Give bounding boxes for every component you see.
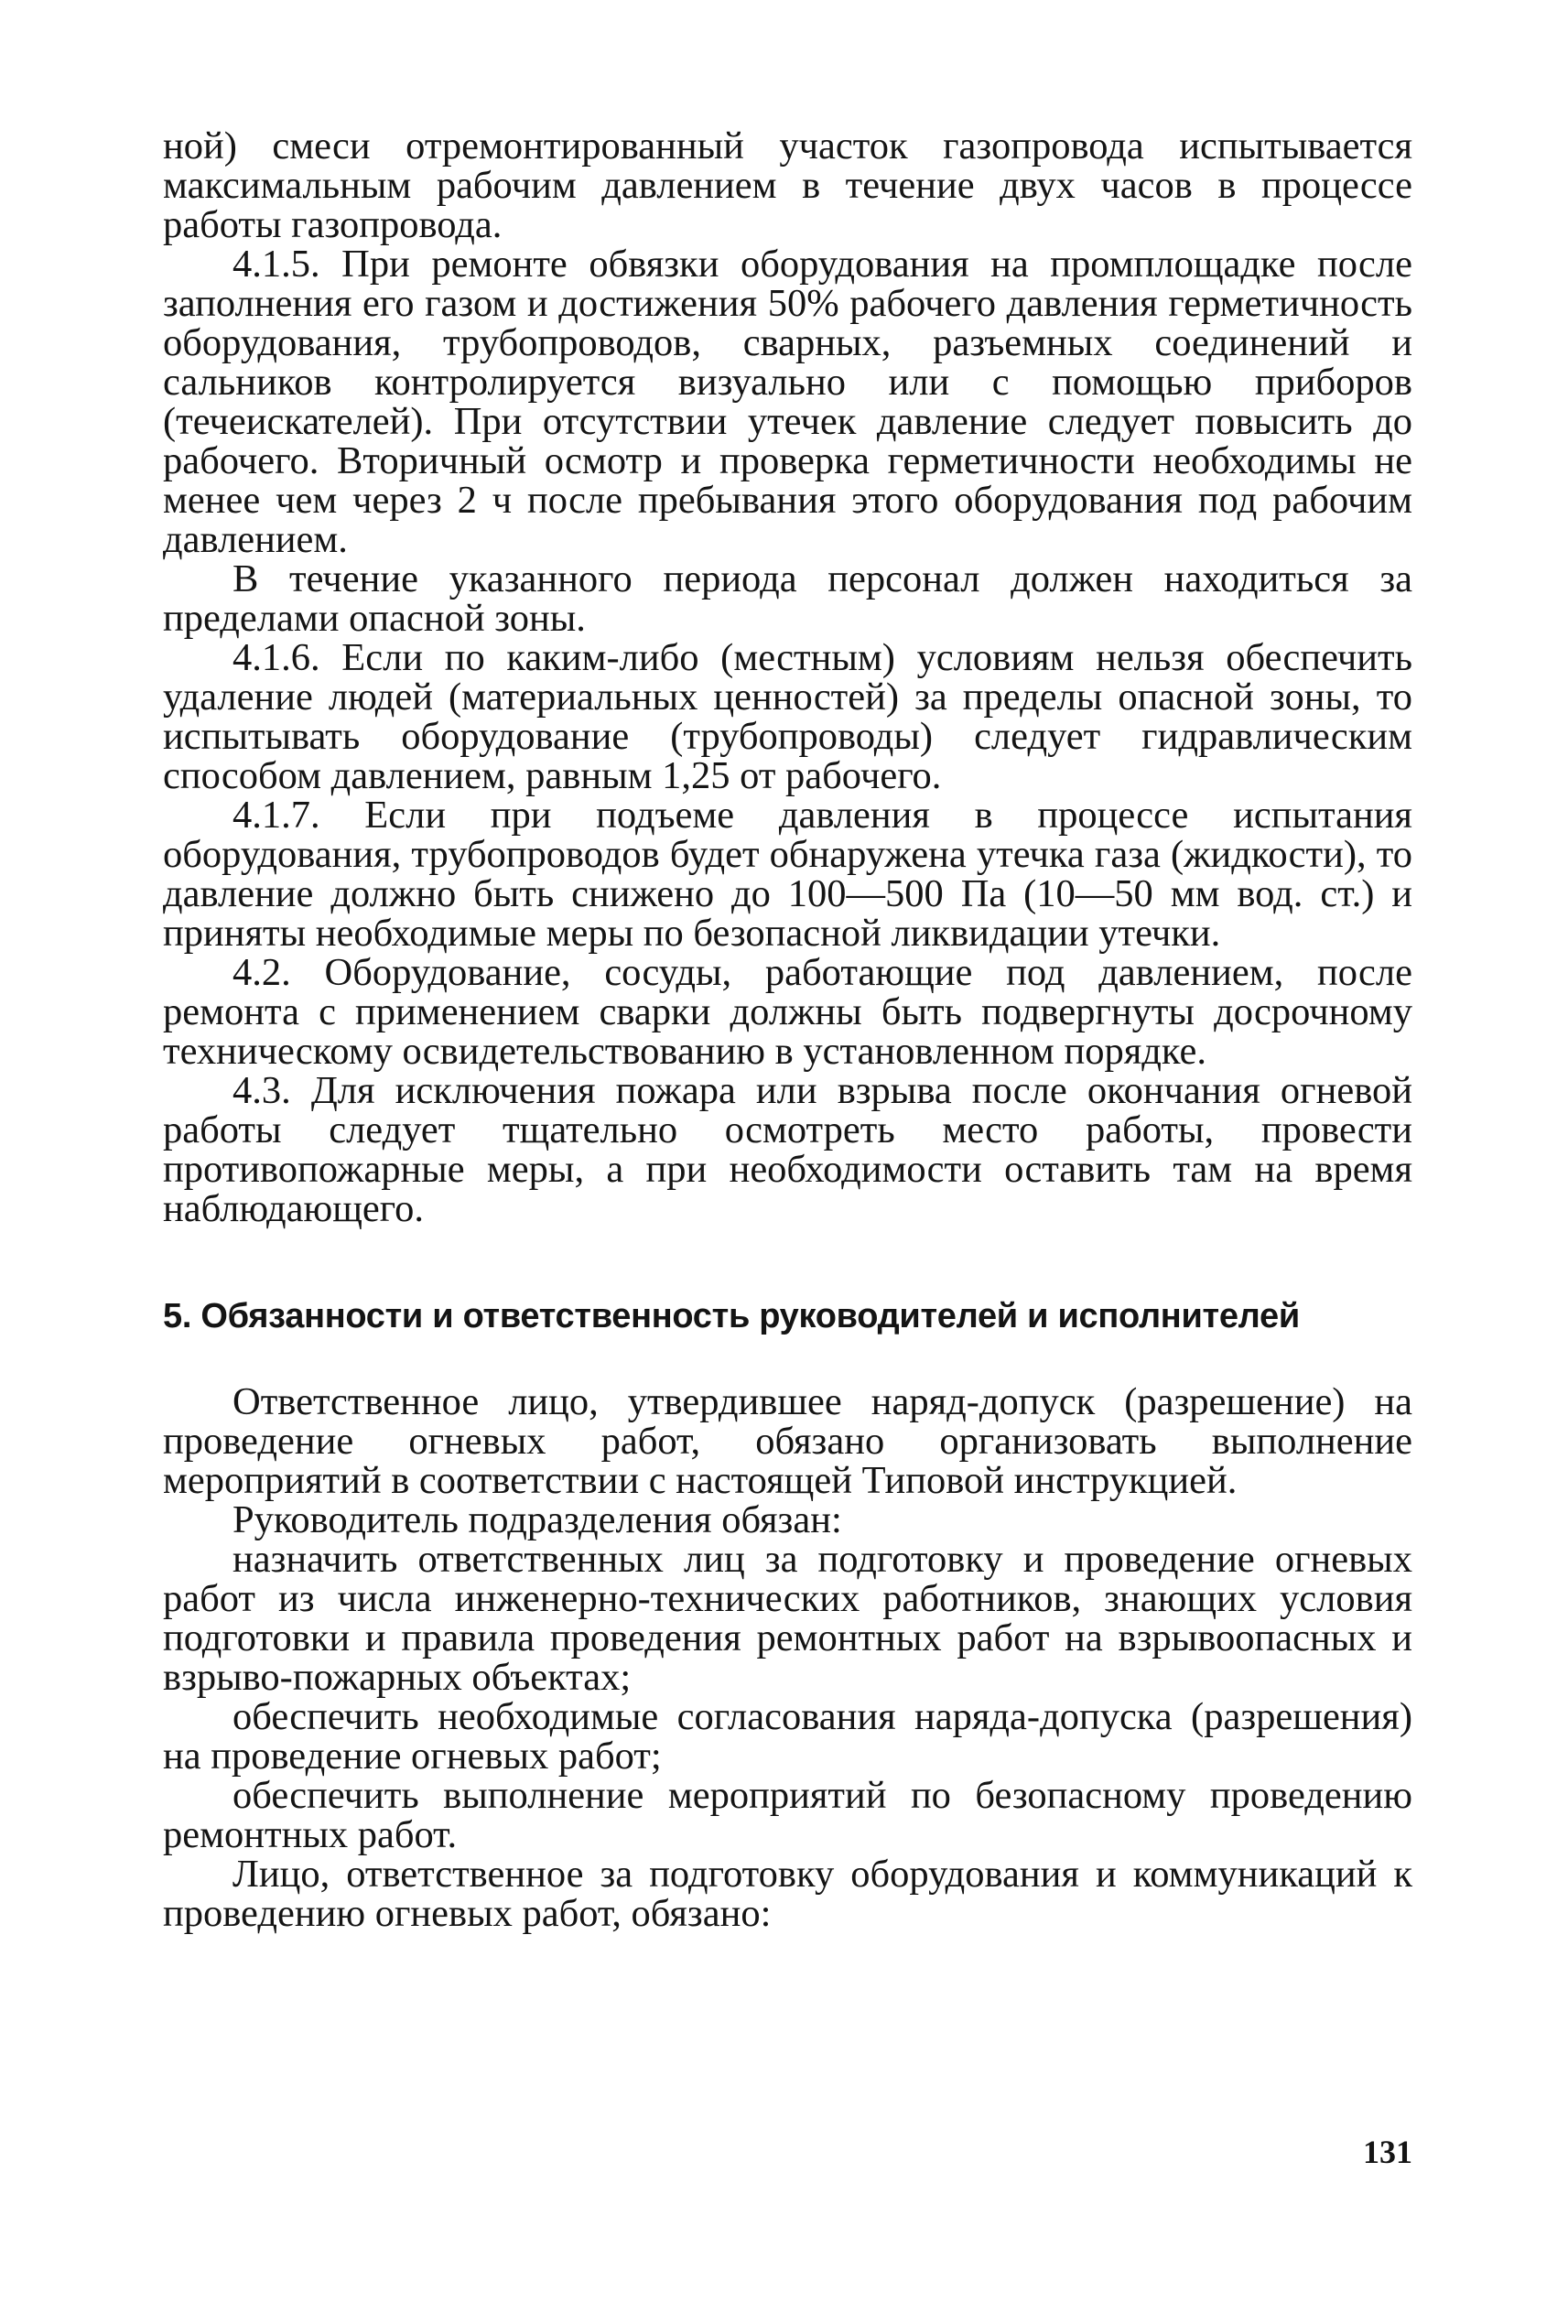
paragraph-preparation-person: Лицо, ответственное за подготовку оборудования и коммуникаций к проведению огневых работ, обязано: — [163, 1853, 1412, 1935]
paragraph-assign-duty: назначить ответственных лиц за подготовку и проведение огневых работ из числа инженерно-технических работников, знающих условия подготовки и правила проведения ремонтных работ на взрывоопасных и взрыво-пожарных объектах; — [163, 1538, 1412, 1699]
paragraph-safety-duty: обеспечить выполнение мероприятий по безопасному проведению ремонтных работ. — [163, 1774, 1412, 1856]
page-number: 131 — [1363, 2134, 1412, 2170]
paragraph-approvals-duty: обеспечить необходимые согласования наряда-допуска (разрешения) на проведение огневых работ; — [163, 1695, 1412, 1778]
paragraph-4-1-7: 4.1.7. Если при подъеме давления в процессе испытания оборудования, трубопроводов будет обнаружена утечка газа (жидкости), то давление должно быть снижено до 100—500 Па (10—50 мм вод. ст.) и приняты необходимые меры по безопасной ликвидации утечки. — [163, 794, 1412, 955]
paragraph-4-3: 4.3. Для исключения пожара или взрыва после окончания огневой работы следует тщательно осмотреть место работы, провести противопожарные меры, а при необходимости оставить там на время наблюдающего. — [163, 1069, 1412, 1230]
section-heading: 5. Обязанности и ответственность руководителей и исполнителей — [163, 1297, 1300, 1335]
paragraph-4-1-5: 4.1.5. При ремонте обвязки оборудования на промплощадке после заполнения его газом и достижения 50% рабочего давления герметичность оборудования, трубопроводов, сварных, разъемных соединений и сальников контролируется визуально или с помощью приборов (течеискателей). При отсутствии утечек давление следует повысить до рабочего. Вторичный осмотр и проверка герметичности необходимы не менее чем через 2 ч после пребывания этого оборудования под рабочим давлением. — [163, 243, 1412, 561]
paragraph-4-1-6: 4.1.6. Если по каким-либо (местным) условиям нельзя обеспечить удаление людей (материальных ценностей) за пределы опасной зоны, то испытывать оборудование (трубопроводы) следует гидравлическим способом давлением, равным 1,25 от рабочего. — [163, 636, 1412, 797]
document-page — [163, 126, 1412, 1933]
paragraph-continuation: ной) смеси отремонтированный участок газопровода испытывается максимальным рабочим давлением в течение двух часов в процессе работы газопровода. — [163, 124, 1412, 246]
paragraph-responsible-person: Ответственное лицо, утвердившее наряд-допуск (разрешение) на проведение огневых работ, обязано организовать выполнение мероприятий в соответствии с настоящей Типовой инструкцией. — [163, 1380, 1412, 1502]
paragraph-department-head: Руководитель подразделения обязан: — [232, 1498, 842, 1541]
paragraph-personnel-zone: В течение указанного периода персонал должен находиться за пределами опасной зоны. — [163, 557, 1412, 640]
paragraph-4-2: 4.2. Оборудование, сосуды, работающие под давлением, после ремонта с применением сварки должны быть подвергнуты досрочному техническому освидетельствованию в установленном порядке. — [163, 951, 1412, 1073]
